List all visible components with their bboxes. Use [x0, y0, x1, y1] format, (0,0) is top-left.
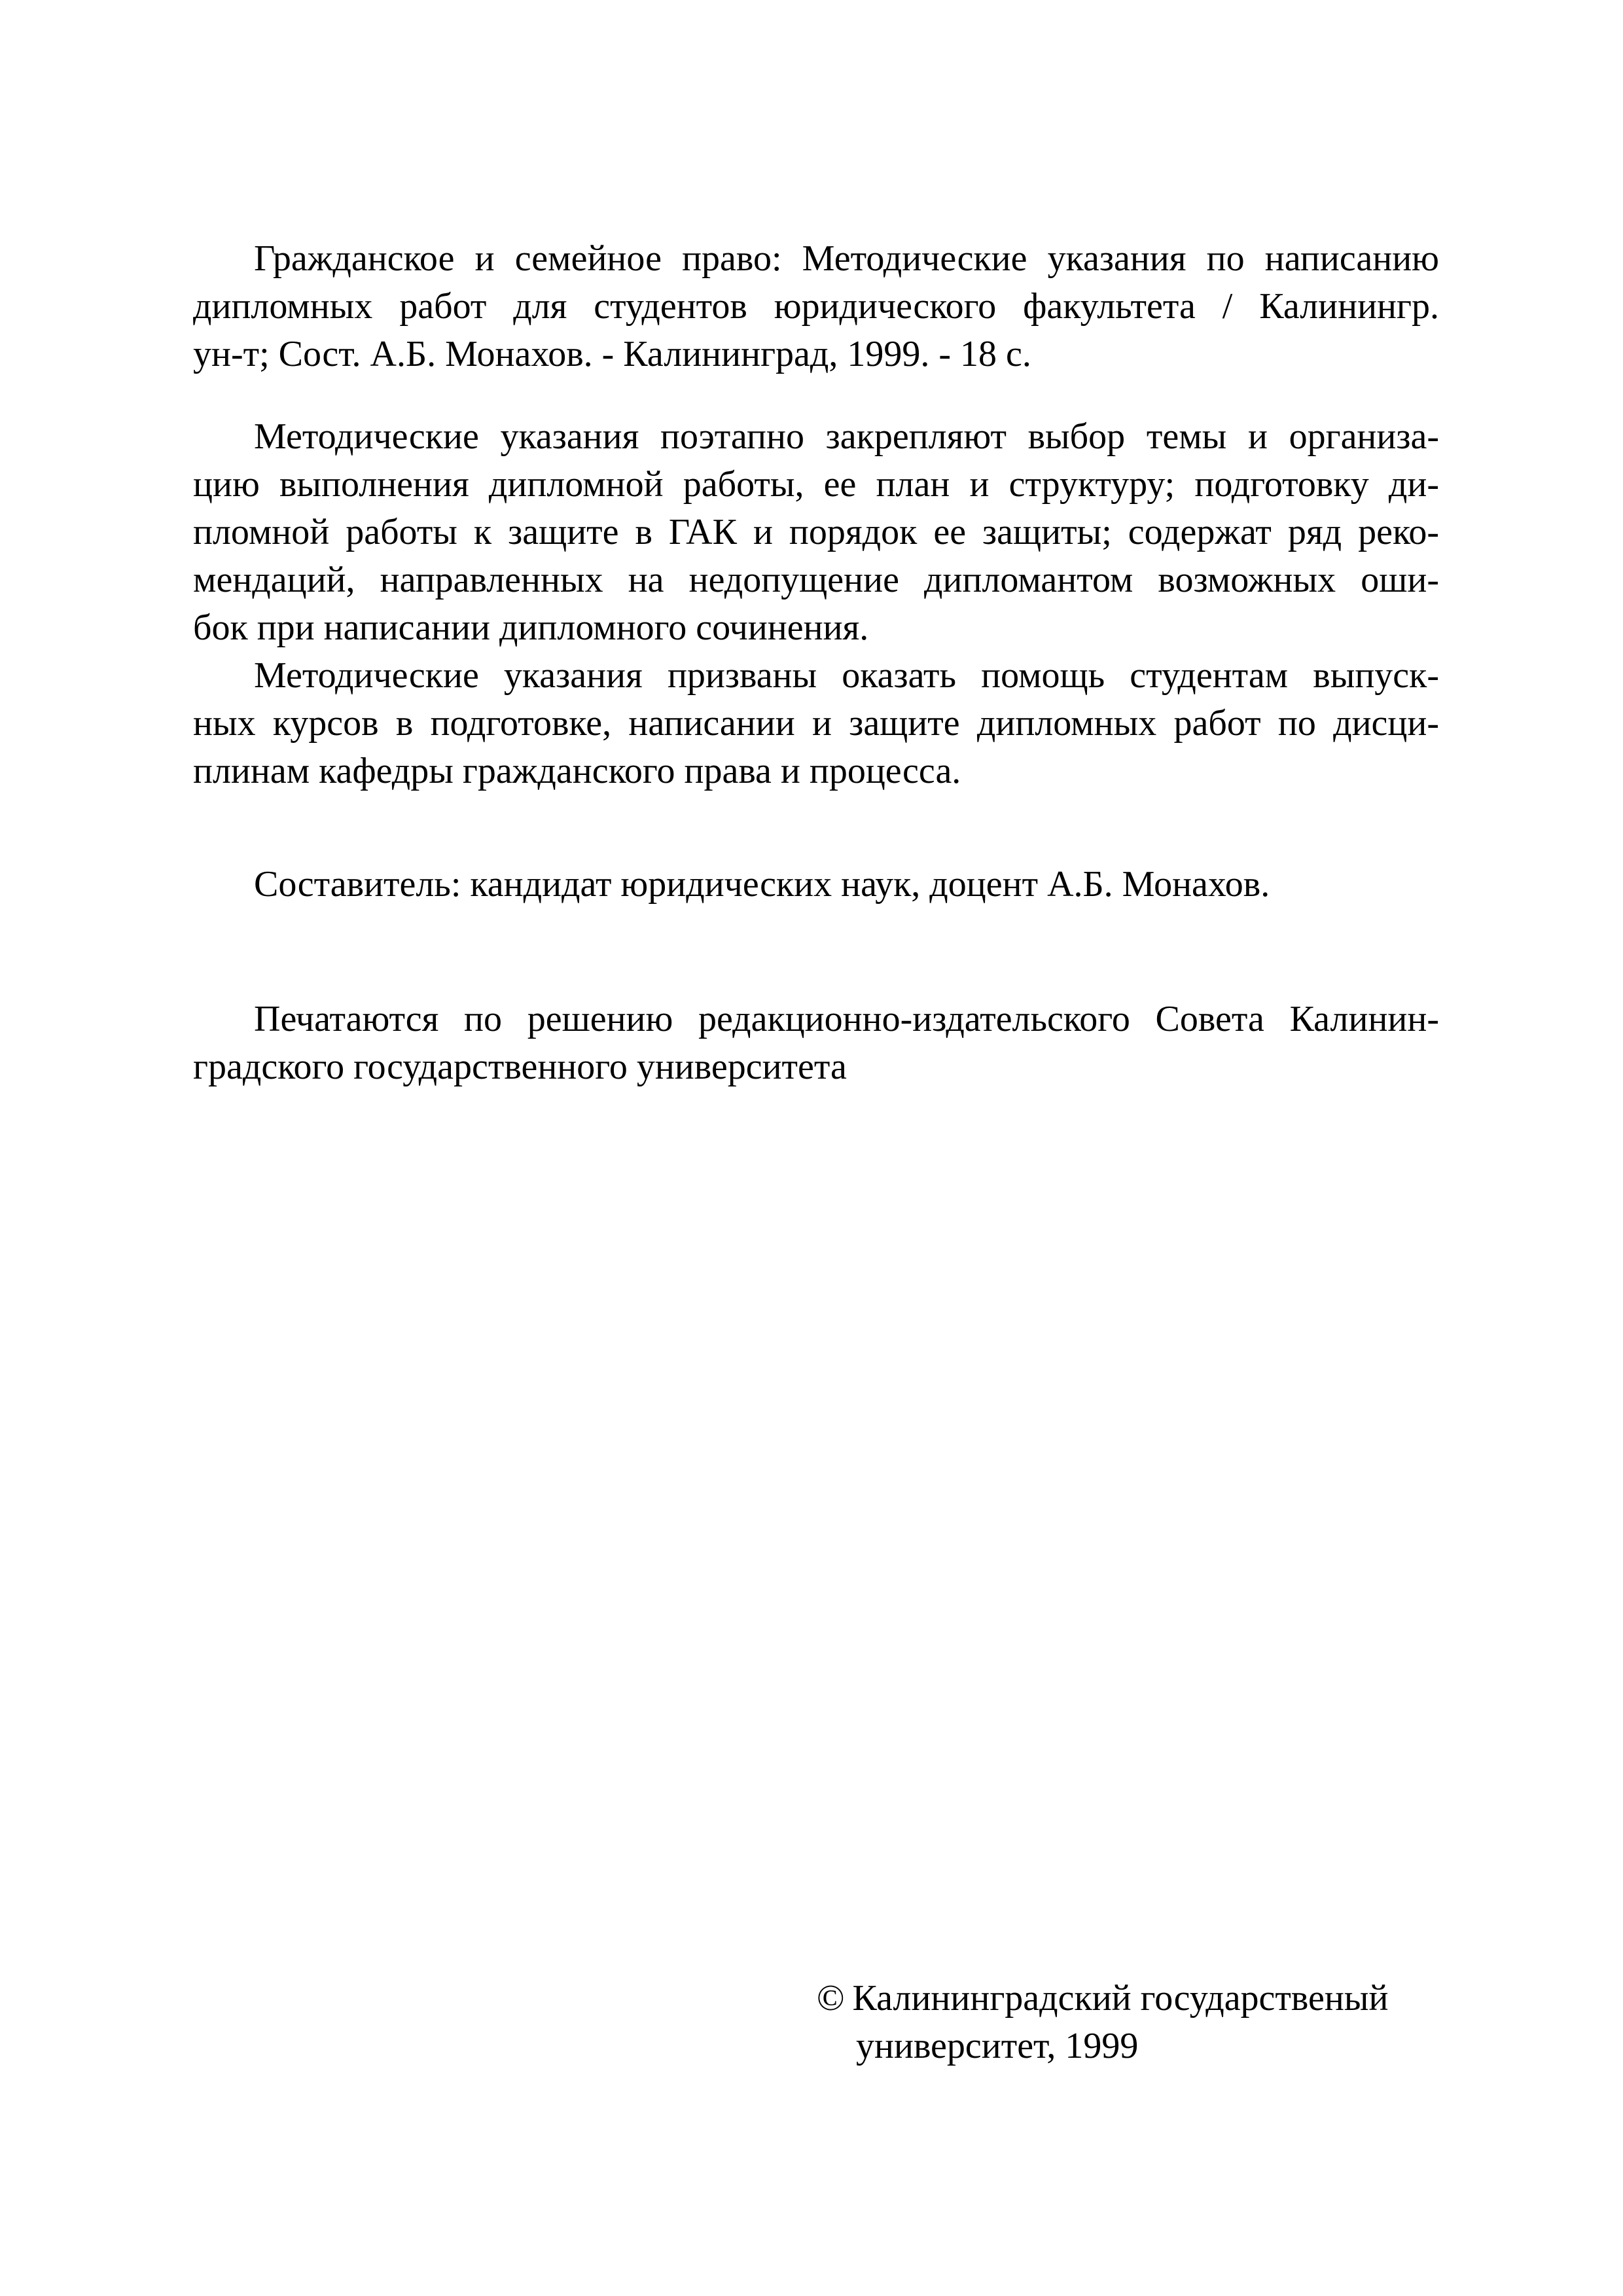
publication-line-1: Печатаются по решению редакционно-издательского Совета Калинин- — [254, 999, 1439, 1039]
annotation-p1-line-5: бок при написании дипломного сочинения. — [193, 607, 869, 648]
copyright-symbol: © — [817, 1978, 845, 2018]
annotation — [193, 413, 1439, 795]
annotation-p1-line-4: мендаций, направленных на недопущение дипломантом возможных оши- — [193, 560, 1439, 600]
publication-note — [193, 996, 1439, 1091]
copyright-first-line — [817, 1978, 1388, 2018]
publication-line-2: градского государственного университета — [193, 1047, 847, 1087]
bibliographic-line-2: дипломных работ для студентов юридического факультета / Калинингр. — [193, 286, 1439, 327]
bibliographic-line-3: ун-т; Сост. А.Б. Монахов. - Калининград, 1999. - 18 с. — [193, 334, 1031, 374]
annotation-p2-line-3: плинам кафедры гражданского права и процесса. — [193, 751, 961, 791]
bibliographic-line-1: Гражданское и семейное право: Методические указания по написанию — [254, 238, 1439, 279]
annotation-p1-line-1: Методические указания поэтапно закрепляют выбор темы и организа- — [254, 416, 1439, 457]
annotation-p2-line-1: Методические указания призваны оказать помощь студентам выпуск- — [254, 655, 1439, 696]
compiler-line: Составитель: кандидат юридических наук, доцент А.Б. Монахов. — [254, 864, 1270, 905]
copyright-year-line: университет, 1999 — [856, 2026, 1139, 2066]
annotation-p1-line-3: пломной работы к защите в ГАК и порядок ее защиты; содержат ряд реко- — [193, 512, 1439, 552]
copyright-notice — [817, 1975, 1388, 2070]
compiler-note — [193, 861, 1439, 908]
bibliographic-entry — [193, 235, 1439, 378]
annotation-p1-line-2: цию выполнения дипломной работы, ее план и структуру; подготовку ди- — [193, 464, 1439, 505]
copyright-holder: Калининградский государственый — [852, 1978, 1389, 2018]
annotation-p2-line-2: ных курсов в подготовке, написании и защите дипломных работ по дисци- — [193, 703, 1439, 744]
